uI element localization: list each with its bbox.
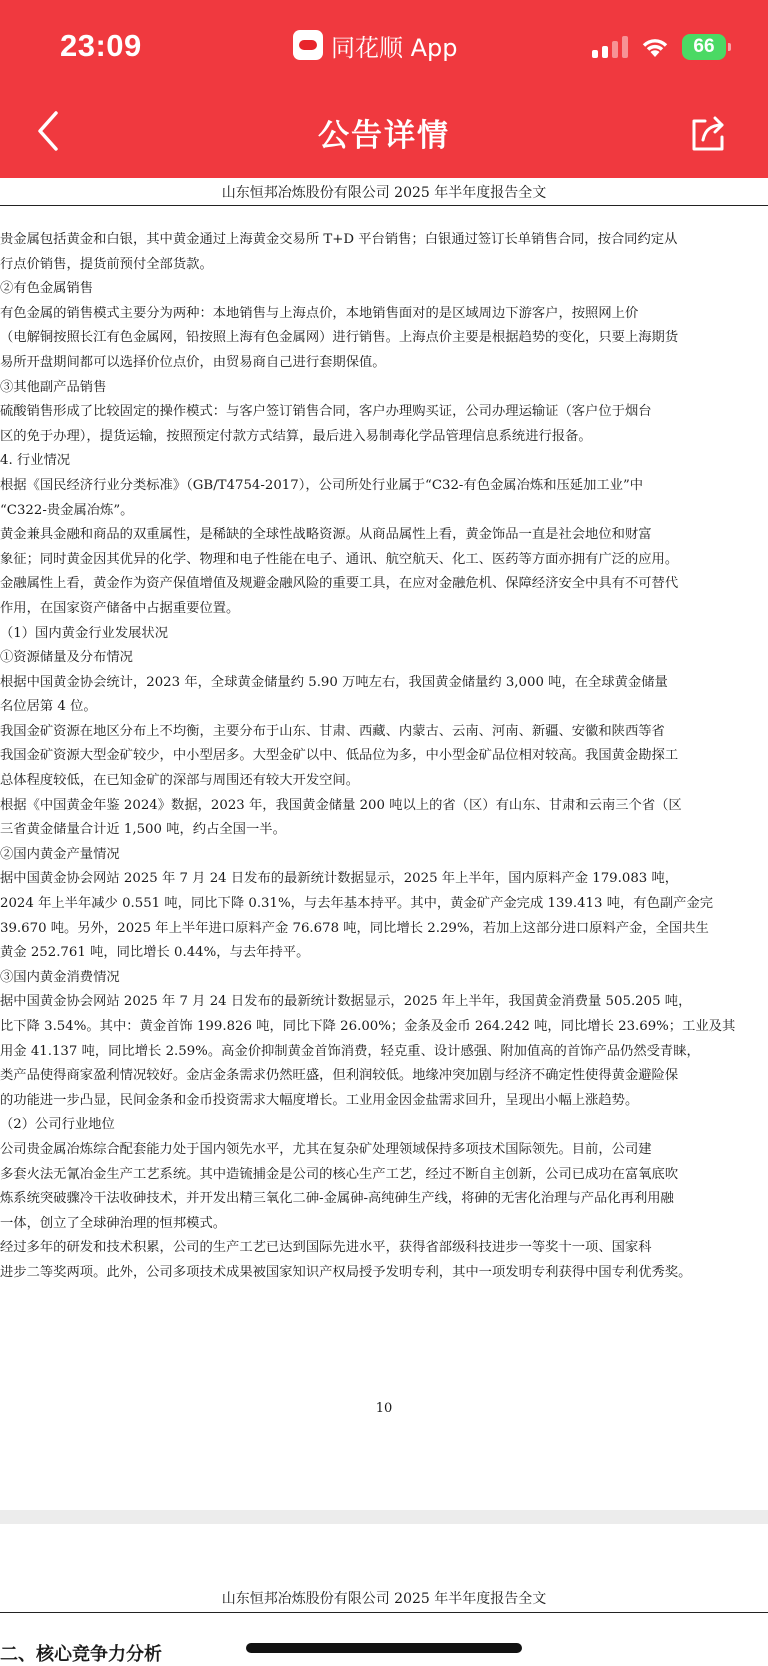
document-line: ③国内黄金消费情况 (0, 969, 120, 985)
document-line: 类产品使得商家盈利情况较好。金店金条需求仍然旺盛，但利润较低。地缘冲突加剧与经济不确定性使得黄金避险保 (0, 1068, 679, 1084)
document-line: 多套火法无氰冶金生产工艺系统。其中造锍捕金是公司的核心生产工艺，经过不断自主创新，公司已成功在富氧底吹 (0, 1166, 679, 1182)
document-line: 行点价销售，提货前预付全部货款。 (0, 256, 213, 272)
wifi-icon (640, 35, 670, 59)
document-line: 据中国黄金协会网站 2025 年 7 月 24 日发布的最新统计数据显示，2025 年上半年，国内原料产金 179.083 吨， (0, 871, 679, 887)
document-line: 据中国黄金协会网站 2025 年 7 月 24 日发布的最新统计数据显示，2025 年上半年，我国黄金消费量 505.205 吨， (0, 994, 692, 1010)
battery-icon (682, 34, 726, 60)
document-line: 经过多年的研发和技术积累，公司的生产工艺已达到国际先进水平，获得省部级科技进步一等奖十一项、国家科 (0, 1240, 652, 1256)
document-line: 一体，创立了全球砷治理的恒邦模式。 (0, 1215, 227, 1231)
share-button[interactable] (688, 113, 730, 155)
battery-level: 66 (693, 36, 715, 57)
document-line: ②有色金属销售 (0, 281, 94, 297)
document-line: ②国内黄金产量情况 (0, 846, 120, 862)
document-line: 名位居第 4 位。 (0, 699, 97, 715)
document-line: 炼系统突破骤冷干法收砷技术，并开发出精三氧化二砷-金属砷-高纯砷生产线，将砷的无害化治理与产品化再利用融 (0, 1191, 674, 1207)
header-divider (0, 205, 768, 206)
document-line: 三省黄金储量合计近 1,500 吨，约占全国一半。 (0, 822, 286, 838)
app-header (0, 0, 768, 178)
page-number: 10 (375, 1401, 393, 1416)
document-line: ①资源储量及分布情况 (0, 650, 133, 666)
document-line: 我国金矿资源在地区分布上不均衡，主要分布于山东、甘肃、西藏、内蒙古、云南、河南、新疆、安徽和陕西等省 (0, 723, 665, 739)
document-line: （1）国内黄金行业发展状况 (0, 625, 169, 641)
document-line: 的功能进一步凸显，民间金条和金币投资需求大幅度增长。工业用金因金盐需求回升，呈现出小幅上涨趋势。 (0, 1092, 639, 1108)
section-title: 二、核心竞争力分析 (0, 1644, 162, 1665)
document-line: 金融属性上看，黄金作为资产保值增值及规避金融风险的重要工具，在应对金融危机、保障经济安全中具有不可替代 (0, 576, 679, 592)
page-title: 公告详情 (318, 118, 450, 154)
next-page-running-header: 山东恒邦冶炼股份有限公司 2025 年半年度报告全文 (221, 1591, 547, 1607)
status-icons (592, 32, 726, 62)
document-line: 根据《中国黄金年鉴 2024》数据，2023 年，我国黄金储量 200 吨以上的省（区）有山东、甘肃和云南三个省（区 (0, 797, 682, 813)
document-line: “C322-贵金属冶炼”。 (0, 502, 134, 518)
home-indicator[interactable] (246, 1643, 522, 1653)
document-line: 黄金 252.761 吨，同比增长 0.44%，与去年持平。 (0, 945, 310, 961)
status-app-indicator[interactable] (293, 28, 458, 62)
document-line: 根据《国民经济行业分类标准》（GB/T4754-2017），公司所处行业属于“C32-有色金属冶炼和压延加工业”中 (0, 477, 644, 493)
document-line: 我国金矿资源大型金矿较少，中小型居多。大型金矿以中、低品位为多，中小型金矿品位相对较高。我国黄金勘探工 (0, 748, 679, 764)
document-line: 总体程度较低，在已知金矿的深部与周围还有较大开发空间。 (0, 773, 360, 789)
document-line: ③其他副产品销售 (0, 379, 107, 395)
document-line: 4. 行业情况 (0, 453, 71, 469)
status-time: 23:09 (60, 28, 142, 63)
cellular-signal-icon (592, 36, 628, 58)
document-line: 根据中国黄金协会统计，2023 年，全球黄金储量约 5.90 万吨左右，我国黄金储量约 3,000 吨，在全球黄金储量 (0, 674, 668, 690)
document-line: 区的免于办理），提货运输，按照预定付款方式结算，最后进入易制毒化学品管理信息系统进行报备。 (0, 428, 592, 444)
document-line: 贵金属包括黄金和白银，其中黄金通过上海黄金交易所 T+D 平台销售；白银通过签订长单销售合同，按合同约定从 (0, 232, 678, 247)
document-body[interactable] (0, 228, 768, 1518)
document-line: （电解铜按照长江有色金属网，铅按照上海有色金属网）进行销售。上海点价主要是根据趋势的变化，只要上海期货 (0, 330, 679, 346)
document-line: 易所开盘期间都可以选择价位点价，由贸易商自己进行套期保值。 (0, 354, 386, 370)
next-page-header-divider (0, 1612, 768, 1613)
document-line: 作用，在国家资产储备中占据重要位置。 (0, 600, 240, 616)
document-line: （2）公司行业地位 (0, 1117, 115, 1133)
document-line: 用金 41.137 吨，同比增长 2.59%。高金价抑制黄金首饰消费，轻克重、设计感强、附加值高的首饰产品仍然受青睐， (0, 1043, 700, 1059)
document-line: 39.670 吨。另外，2025 年上半年进口原料产金 76.678 吨，同比增长 2.29%，若加上这部分进口原料产金，全国共生 (0, 920, 709, 936)
status-app-name: 同花顺 App (331, 33, 458, 62)
document-line: 比下降 3.54%。其中：黄金首饰 199.826 吨，同比下降 26.00%；金条及金币 264.242 吨，同比增长 23.69%；工业及其 (0, 1019, 736, 1034)
share-icon (688, 113, 730, 155)
document-line: 公司贵金属冶炼综合配套能力处于国内领先水平，尤其在复杂矿处理领域保持多项技术国际领先。目前，公司建 (0, 1141, 652, 1157)
document-line: 硫酸销售形成了比较固定的操作模式：与客户签订销售合同，客户办理购买证，公司办理运输证（客户位于烟台 (0, 404, 652, 420)
page-separator (0, 1510, 768, 1524)
document-line: 有色金属的销售模式主要分为两种：本地销售与上海点价，本地销售面对的是区域周边下游客户，按照网上价 (0, 305, 639, 321)
app-logo-icon (293, 30, 323, 60)
document-line: 黄金兼具金融和商品的双重属性，是稀缺的全球性战略资源。从商品属性上看，黄金饰品一直是社会地位和财富 (0, 527, 652, 543)
document-running-header: 山东恒邦冶炼股份有限公司 2025 年半年度报告全文 (221, 185, 547, 201)
document-line: 2024 年上半年减少 0.551 吨，同比下降 0.31%，与去年基本持平。其中，黄金矿产金完成 139.413 吨，有色副产金完 (0, 896, 714, 912)
document-line: 象征；同时黄金因其优异的化学、物理和电子性能在电子、通讯、航空航天、化工、医药等方面亦拥有广泛的应用。 (0, 551, 679, 567)
document-line: 进步二等奖两项。此外，公司多项技术成果被国家知识产权局授予发明专利，其中一项发明专利获得中国专利优秀奖。 (0, 1264, 692, 1280)
